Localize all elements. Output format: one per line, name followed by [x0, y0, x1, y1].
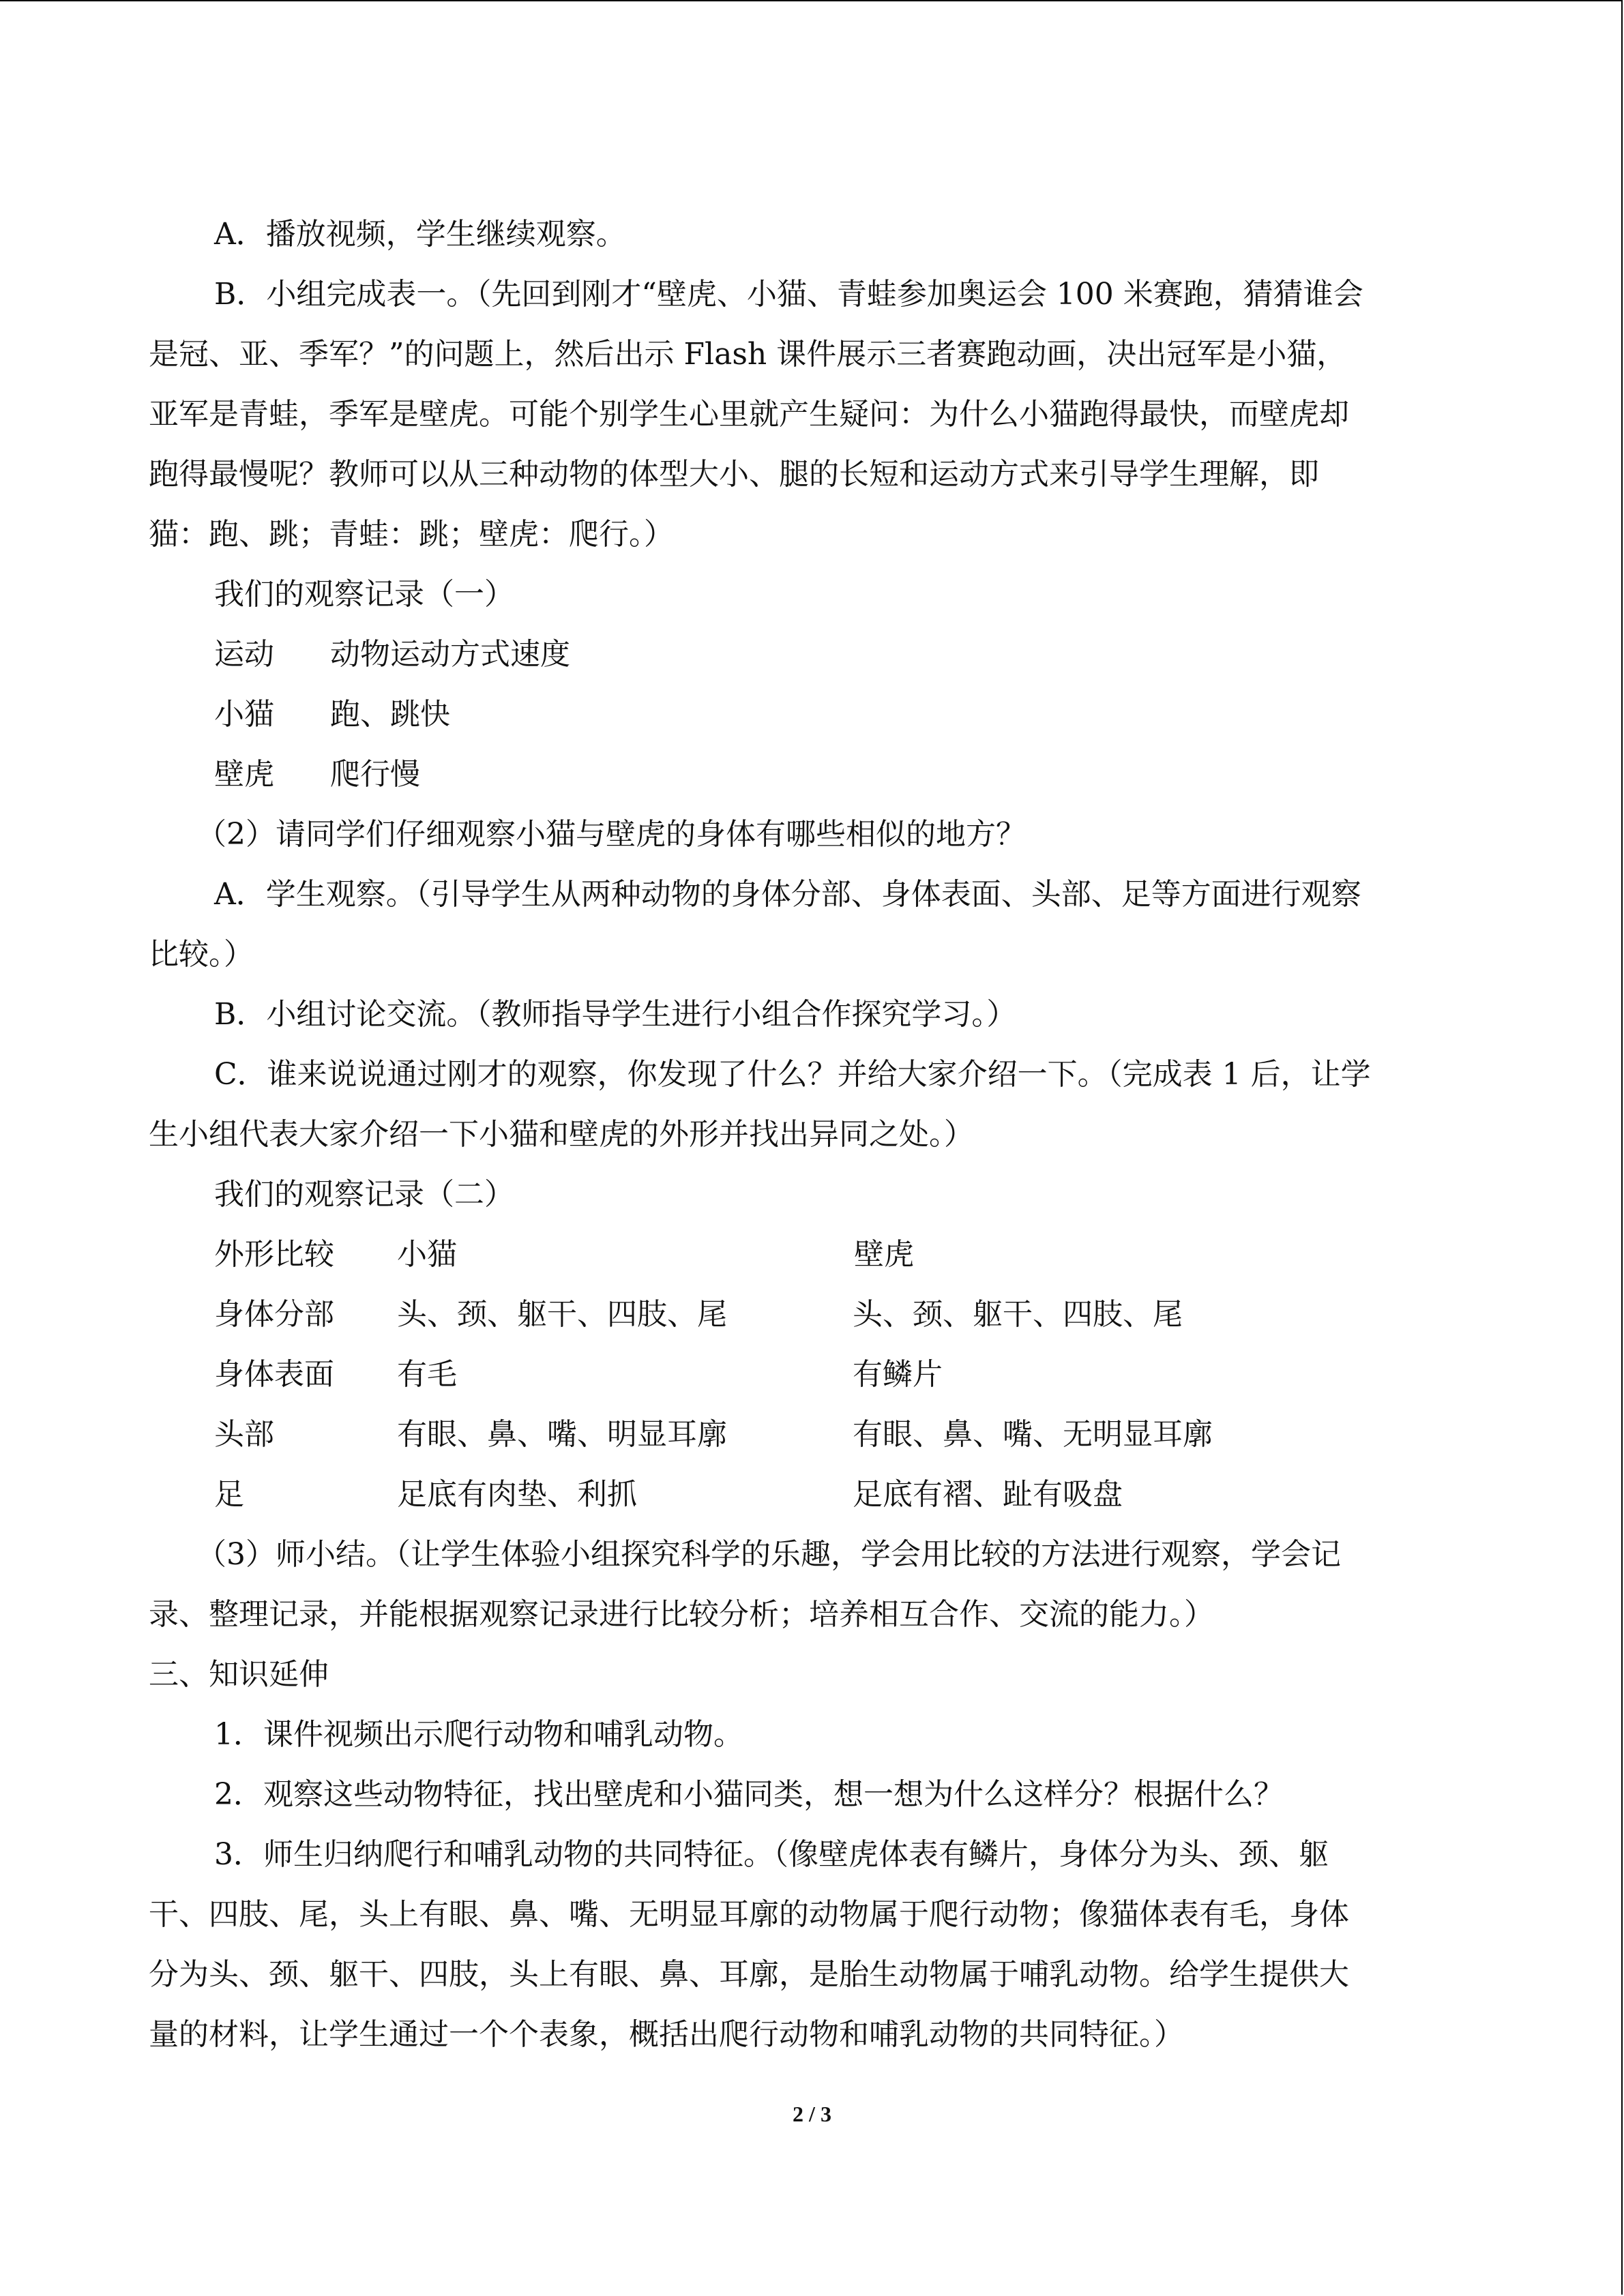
summary-q3: [149, 1525, 1462, 1645]
table-header-row: [149, 1225, 1462, 1285]
table-header-cell: 小猫: [397, 1237, 457, 1272]
table-row: [149, 1285, 1462, 1345]
text-line: （3）师小结。（让学生体验小组探究科学的乐趣，学会用比较的方法进行观察，学会记: [196, 1537, 1341, 1572]
text-line: 分为头、颈、躯干、四肢，头上有眼、鼻、耳廓，是胎生动物属于哺乳动物。给学生提供大: [149, 1957, 1349, 1992]
paragraph-a-play: A．播放视频，学生继续观察。: [214, 217, 626, 252]
table-cell: 身体分部: [214, 1297, 334, 1332]
text-line: A．学生观察。（引导学生从两种动物的身体分部、身体表面、头部、足等方面进行观察: [214, 877, 1361, 912]
page-number: 2 / 3: [793, 2102, 831, 2126]
observation-table-1: [149, 625, 1462, 805]
list-item: 1．课件视频出示爬行动物和哺乳动物。: [214, 1717, 743, 1752]
table-cell: 头、颈、躯干、四肢、尾: [853, 1297, 1183, 1332]
table-row: [149, 745, 1462, 805]
table-cell: 头部: [214, 1417, 274, 1452]
paragraph-b-table: [149, 265, 1462, 565]
table-row: [149, 1405, 1462, 1465]
section-heading: 三、知识延伸: [149, 1657, 329, 1692]
table-header-row: [149, 625, 1462, 685]
text-line: 录、整理记录，并能根据观察记录进行比较分析；培养相互合作、交流的能力。）: [149, 1597, 1214, 1632]
text-line: 亚军是青蛙，季军是壁虎。可能个别学生心里就产生疑问：为什么小猫跑得最快，而壁虎却: [149, 397, 1349, 432]
table-row: [149, 685, 1462, 745]
text-line: 生小组代表大家介绍一下小猫和壁虎的外形并找出异同之处。）: [149, 1117, 974, 1152]
table-header-cell: 动物运动方式速度: [330, 637, 570, 672]
table-cell: 小猫: [214, 697, 274, 732]
observation-table-2: [149, 1225, 1462, 1525]
question-2: （2）请同学们仔细观察小猫与壁虎的身体有哪些相似的地方？: [196, 817, 1026, 852]
list-item: [149, 1825, 1462, 2065]
paragraph-b-discuss: B．小组讨论交流。（教师指导学生进行小组合作探究学习。）: [214, 997, 1017, 1032]
table-row: [149, 1345, 1462, 1405]
paragraph-a-observe: [149, 865, 1462, 985]
document-body: [149, 205, 1462, 2065]
list-item: 2．观察这些动物特征，找出壁虎和小猫同类，想一想为什么这样分？根据什么？: [214, 1777, 1284, 1812]
table-row: [149, 1465, 1462, 1525]
table-header-cell: 运动: [214, 637, 274, 672]
table-cell: 爬行慢: [330, 757, 420, 792]
table-cell: 足: [214, 1477, 244, 1512]
record1-title: 我们的观察记录（一）: [214, 577, 514, 612]
table-cell: 跑、跳快: [330, 697, 450, 732]
table-cell: 身体表面: [214, 1357, 334, 1392]
table-cell: 壁虎: [214, 757, 274, 792]
table-cell: 有毛: [397, 1357, 457, 1392]
table-cell: 足底有肉垫、利抓: [397, 1477, 637, 1512]
text-line: 是冠、亚、季军？”的问题上，然后出示 Flash 课件展示三者赛跑动画，决出冠军是小猫，: [149, 337, 1347, 372]
text-line: B．小组完成表一。（先回到刚才“壁虎、小猫、青蛙参加奥运会 100 米赛跑，猜猜谁会: [214, 277, 1363, 312]
text-line: C．谁来说说通过刚才的观察，你发现了什么？并给大家介绍一下。（完成表 1 后，让学: [214, 1057, 1371, 1092]
table-header-cell: 外形比较: [214, 1237, 334, 1272]
text-line: 猫：跑、跳；青蛙：跳；壁虎：爬行。）: [149, 517, 674, 552]
text-line: 3．师生归纳爬行和哺乳动物的共同特征。（像壁虎体表有鳞片，身体分为头、颈、躯: [214, 1837, 1329, 1872]
table-header-cell: 壁虎: [854, 1237, 914, 1272]
text-line: 量的材料，让学生通过一个个表象，概括出爬行动物和哺乳动物的共同特征。）: [149, 2017, 1184, 2052]
table-cell: 头、颈、躯干、四肢、尾: [397, 1297, 727, 1332]
table-cell: 有眼、鼻、嘴、明显耳廓: [397, 1417, 727, 1452]
text-line: 比较。）: [149, 937, 254, 972]
text-line: 跑得最慢呢？教师可以从三种动物的体型大小、腿的长短和运动方式来引导学生理解，即: [149, 457, 1319, 492]
record2-title: 我们的观察记录（二）: [214, 1177, 514, 1212]
table-cell: 有鳞片: [853, 1357, 943, 1392]
table-cell: 有眼、鼻、嘴、无明显耳廓: [853, 1417, 1213, 1452]
table-cell: 足底有褶、趾有吸盘: [853, 1477, 1123, 1512]
paragraph-c-tell: [149, 1045, 1462, 1165]
text-line: 干、四肢、尾，头上有眼、鼻、嘴、无明显耳廓的动物属于爬行动物；像猫体表有毛，身体: [149, 1897, 1349, 1932]
